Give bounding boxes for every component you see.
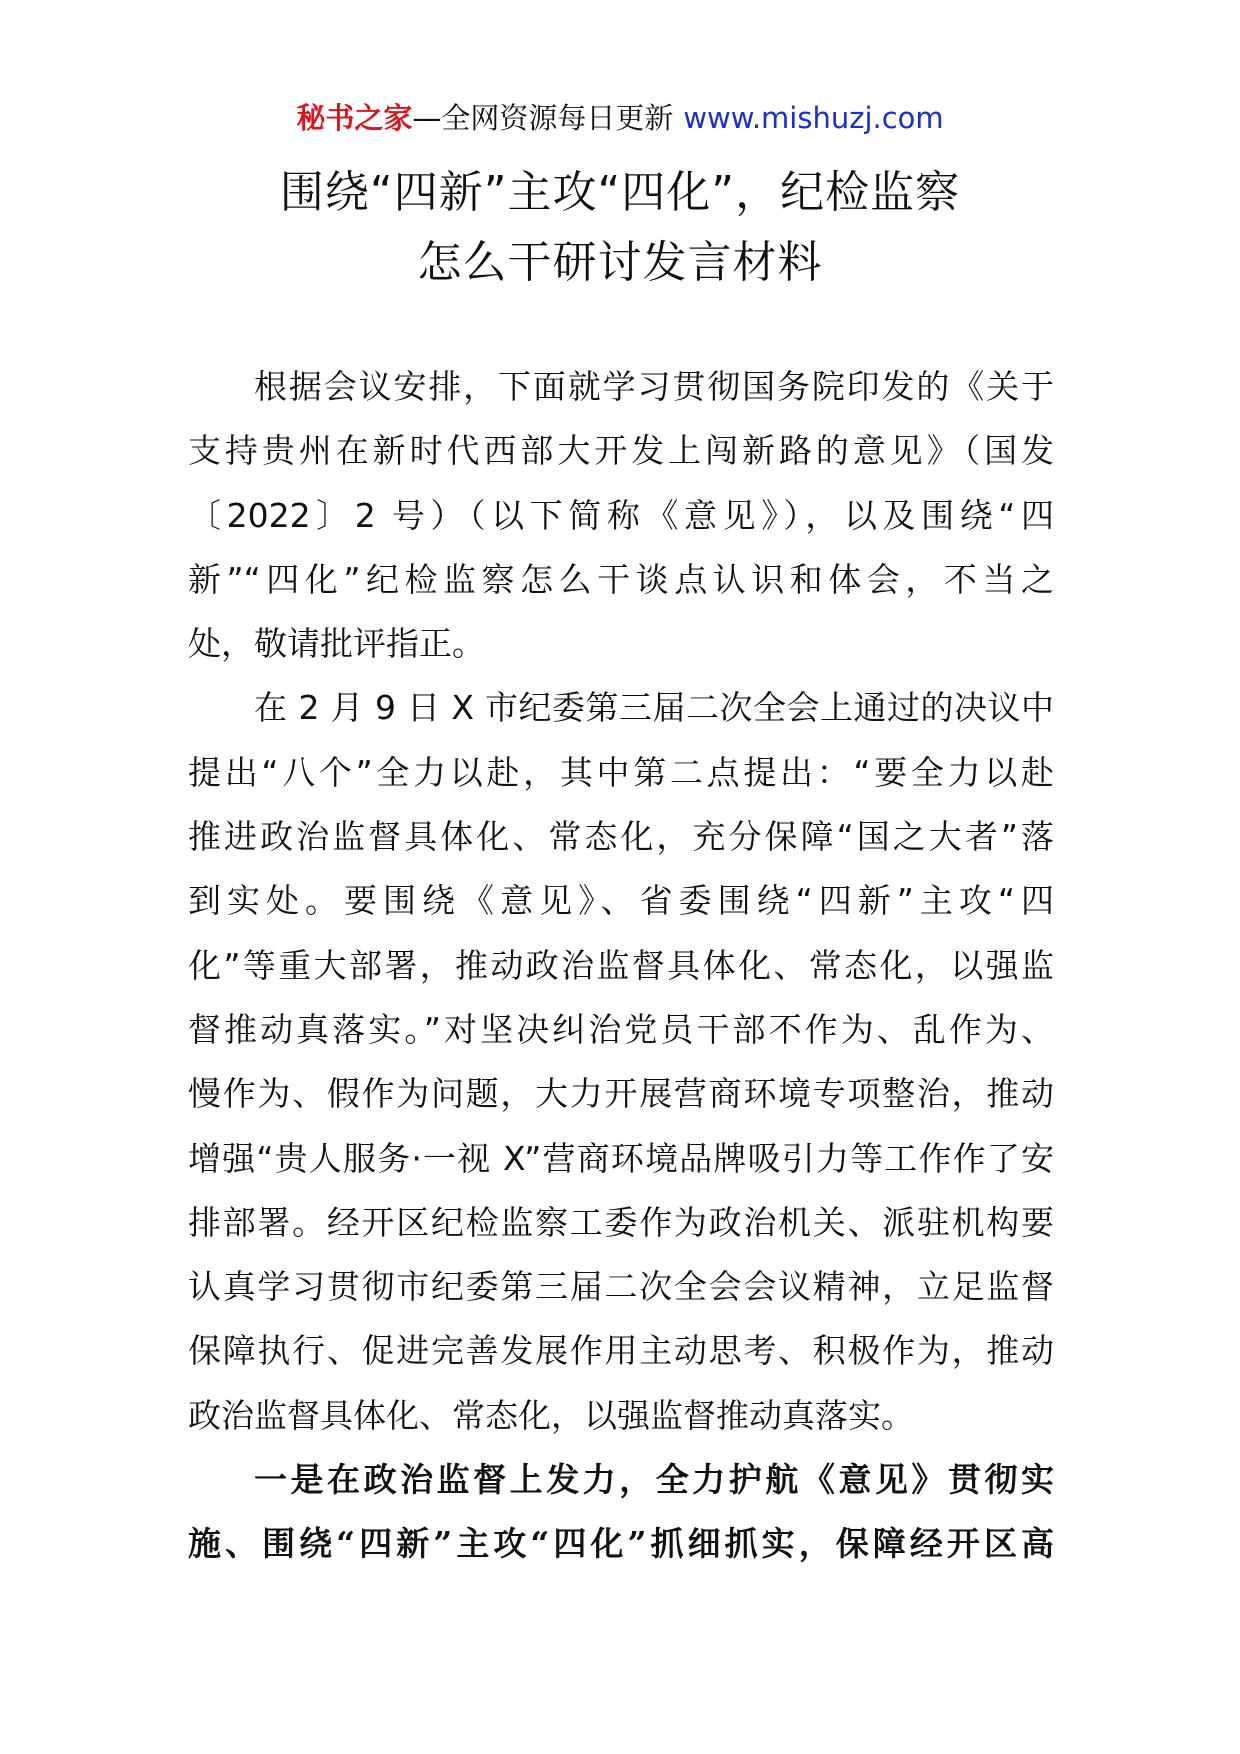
text-line: 认真学习贯彻市纪委第三届二次全会会议精神，立足监督 (188, 1267, 1054, 1307)
text-line: 处，敬请批评指正。 (188, 624, 485, 664)
text-line: 排部署。经开区纪检监察工委作为政治机关、派驻机构要 (188, 1202, 1054, 1242)
text-line: 保障执行、促进完善发展作用主动思考、积极作为，推动 (188, 1331, 1054, 1371)
text-line: 推进政治监督具体化、常态化，充分保障“国之大者”落 (188, 817, 1054, 857)
title-line-1: 围绕“四新”主攻“四化”，纪检监察 (279, 167, 961, 218)
banner-slogan: —全网资源每日更新 (412, 101, 674, 135)
paragraph-point-one (188, 1448, 1054, 1577)
text-line: 督推动真落实。”对坚决纠治党员干部不作为、乱作为、 (188, 1009, 1054, 1049)
site-banner (0, 98, 1240, 138)
text-line: 政治监督具体化、常态化，以强监督推动真落实。 (188, 1395, 914, 1435)
text-line: 到实处。要围绕《意见》、省委围绕“四新”主攻“四 (188, 881, 1054, 921)
paragraph-intro (188, 355, 1054, 676)
text-line: 增强“贵人服务·一视 X”营商环境品牌吸引力等工作作了安 (188, 1138, 1054, 1178)
text-line: 支持贵州在新时代西部大开发上闯新路的意见》（国发 (188, 431, 1054, 471)
text-line: 新”“四化”纪检监察怎么干谈点认识和体会，不当之 (188, 559, 1054, 599)
document-title (0, 158, 1240, 298)
text-line: 化”等重大部署，推动政治监督具体化、常态化，以强监 (188, 945, 1054, 985)
text-line: 施、围绕“四新”主攻“四化”抓细抓实，保障经开区高 (188, 1524, 1054, 1564)
text-line: 提出“八个”全力以赴，其中第二点提出：“要全力以赴 (188, 752, 1054, 792)
text-line: 〔2022〕2 号）（以下简称《意见》），以及围绕“四 (188, 495, 1054, 535)
document-body (188, 355, 1054, 1577)
text-line: 根据会议安排，下面就学习贯彻国务院印发的《关于 (254, 367, 1054, 406)
text-line: 慢作为、假作为问题，大力开展营商环境专项整治，推动 (188, 1074, 1054, 1114)
text-line: 在 2 月 9 日 X 市纪委第三届二次全会上通过的决议中 (254, 688, 1054, 728)
paragraph-resolution (188, 676, 1054, 1448)
text-line: 一是在政治监督上发力，全力护航《意见》贯彻实 (254, 1460, 1054, 1500)
site-url-link[interactable]: www.mishuzj.com (683, 101, 944, 135)
title-line-2: 怎么干研讨发言材料 (417, 237, 823, 288)
brand-name: 秘书之家 (296, 101, 413, 135)
